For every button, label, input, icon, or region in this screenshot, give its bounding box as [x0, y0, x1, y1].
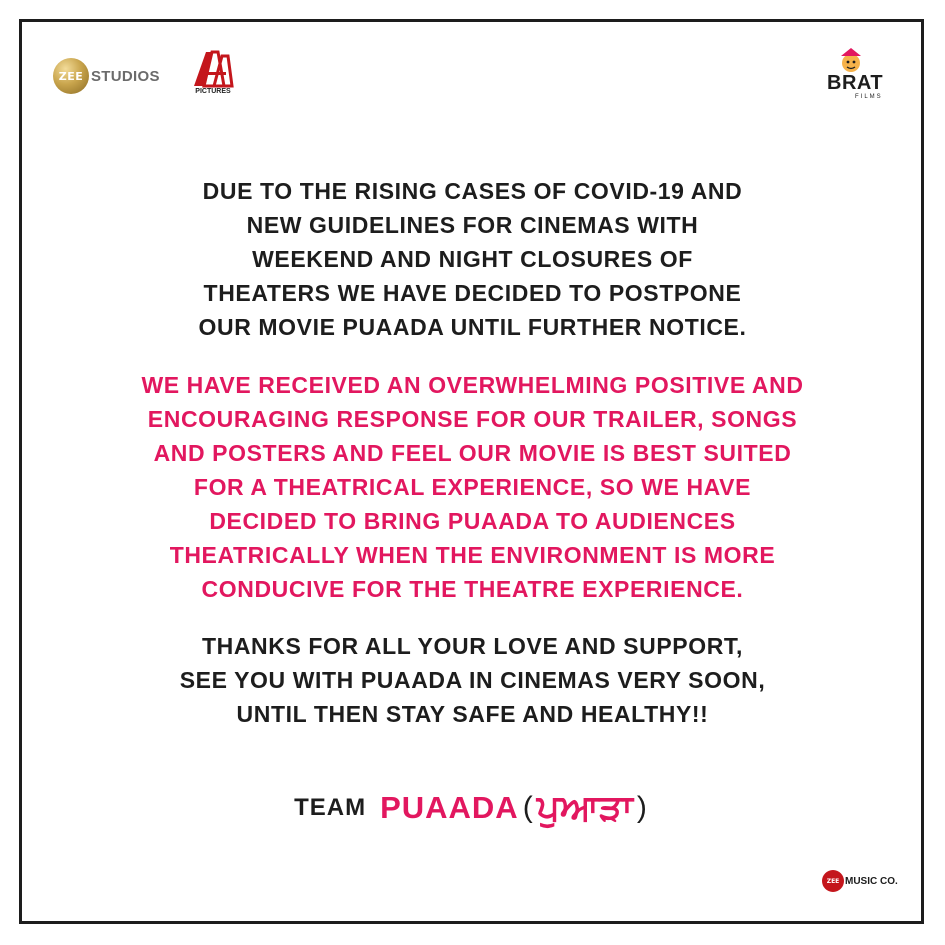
zee-studios-mark: ZEE [53, 58, 89, 94]
text-line: THEATERS WE HAVE DECIDED TO POSTPONE [203, 280, 742, 306]
notice-paragraph-response [40, 368, 905, 606]
brat-films-logo [823, 46, 895, 106]
text-line: SEE YOU WITH PUAADA IN CINEMAS VERY SOON, [179, 667, 766, 693]
zee-studios-logo [53, 58, 160, 94]
zee-studios-word: STUDIOS [91, 67, 160, 85]
text-line: UNTIL THEN STAY SAFE AND HEALTHY!! [236, 701, 709, 727]
text-line: WE HAVE RECEIVED AN OVERWHELMING POSITIVE AND [141, 372, 804, 398]
pictures-logo [190, 48, 236, 98]
text-line: AND POSTERS AND FEEL OUR MOVIE IS BEST SUITED [153, 440, 792, 466]
text-line: DUE TO THE RISING CASES OF COVID-19 AND [202, 178, 743, 204]
zee-music-mark: ZEE [822, 870, 844, 892]
text-line: THEATRICALLY WHEN THE ENVIRONMENT IS MORE [169, 542, 776, 568]
text-line: FOR A THEATRICAL EXPERIENCE, SO WE HAVE [193, 474, 752, 500]
zee-music-logo [822, 870, 898, 892]
pictures-word: PICTURES [195, 88, 231, 95]
signature-team: TEAM [294, 794, 367, 821]
text-line: NEW GUIDELINES FOR CINEMAS WITH [246, 212, 699, 238]
brat-word: BRAT [827, 72, 884, 94]
text-line: OUR MOVIE PUAADA UNTIL FURTHER NOTICE. [198, 314, 747, 340]
text-line: CONDUCIVE FOR THE THEATRE EXPERIENCE. [201, 576, 744, 602]
text-line: DECIDED TO BRING PUAADA TO AUDIENCES [209, 508, 736, 534]
brat-sub: FILMS [855, 94, 883, 100]
text-line: THANKS FOR ALL YOUR LOVE AND SUPPORT, [201, 633, 743, 659]
text-line: WEEKEND AND NIGHT CLOSURES OF [252, 246, 693, 272]
notice-paragraph-thanks [40, 629, 905, 731]
team-signature [0, 783, 945, 833]
pictures-emblem-icon [190, 48, 236, 88]
notice-paragraph-postpone [40, 174, 905, 344]
zee-music-word: MUSIC CO. [845, 875, 898, 887]
signature-gurmukhi-title: ਪੁਆੜਾ [536, 786, 633, 828]
signature-title: PUAADA [380, 790, 519, 825]
signature-open-paren: ( [522, 791, 533, 824]
signature-close-paren: ) [636, 791, 647, 824]
text-line: ENCOURAGING RESPONSE FOR OUR TRAILER, SONGS [147, 406, 798, 432]
